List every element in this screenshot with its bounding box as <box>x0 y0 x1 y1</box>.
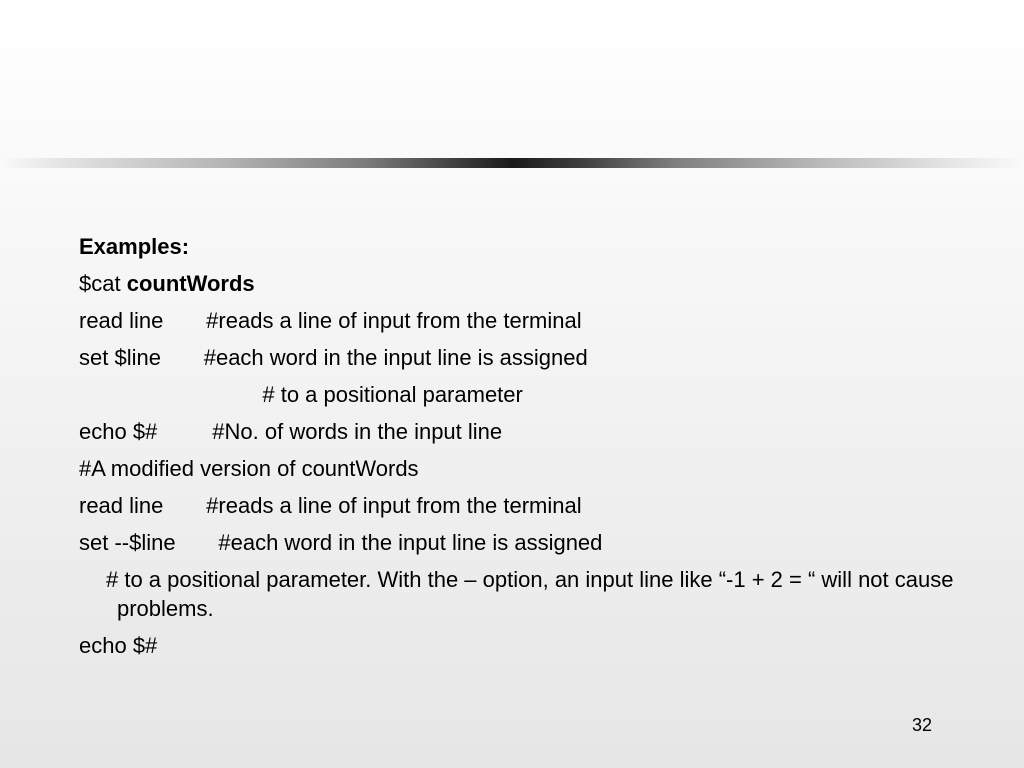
slide-body <box>79 228 959 664</box>
code-line-set: set $line #each word in the input line is assigned <box>79 345 588 370</box>
title-divider <box>0 158 1024 168</box>
code-line-set-continuation: # to a positional parameter <box>79 382 523 407</box>
code-line-echo-2: echo $# <box>79 633 158 658</box>
code-line-read-2: read line #reads a line of input from the terminal <box>79 493 582 518</box>
countwords-filename: countWords <box>126 271 255 296</box>
code-line-set-dashdash: set --$line #each word in the input line is assigned <box>79 530 603 555</box>
code-line-comment-modified: #A modified version of countWords <box>79 456 419 481</box>
examples-heading: Examples: <box>79 234 190 259</box>
page-number: 32 <box>912 715 933 735</box>
code-line-read: read line #reads a line of input from the terminal <box>79 308 582 333</box>
code-line-echo: echo $# #No. of words in the input line <box>79 419 503 444</box>
code-line-positional-note: # to a positional parameter. With the – option, an input line like “-1 + 2 = “ will not cause problems. <box>106 567 954 621</box>
code-line-cat <box>79 265 959 302</box>
cat-command: $cat <box>79 271 127 296</box>
